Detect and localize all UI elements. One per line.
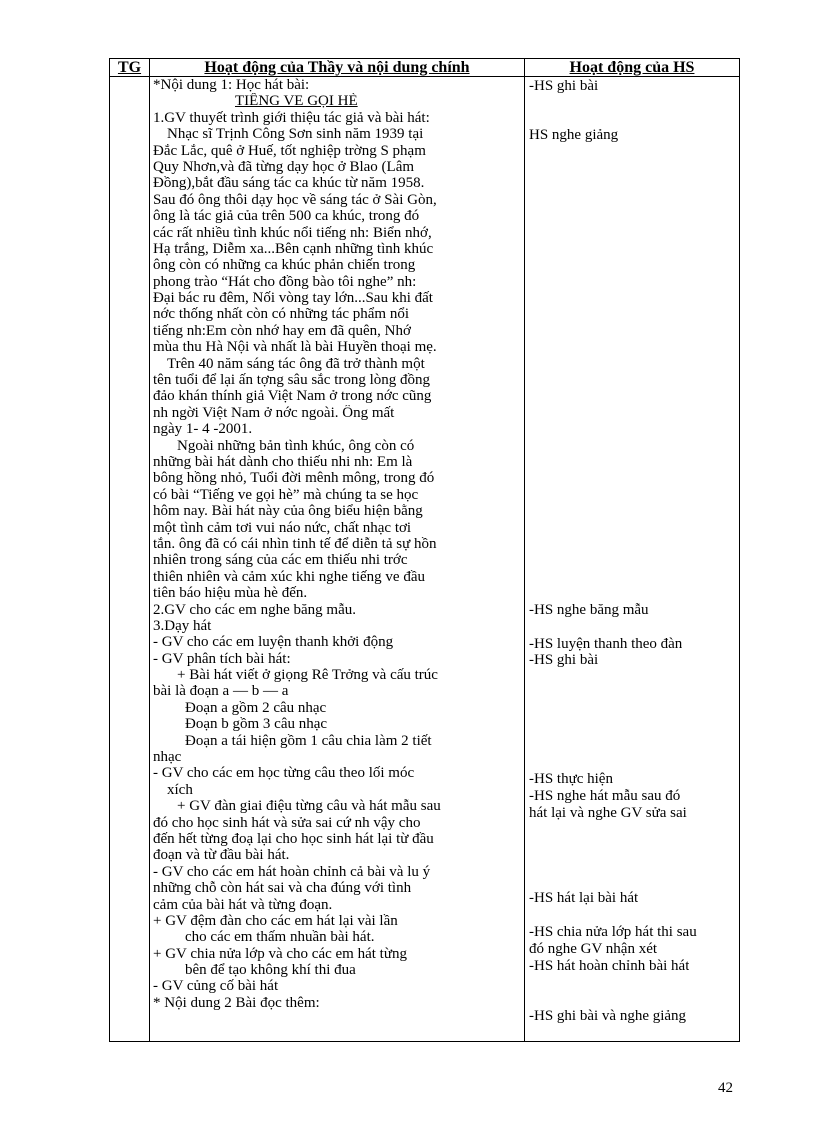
teacher-line: 1.GV thuyết trình giới thiệu tác giả và bài hát: — [153, 109, 430, 126]
teacher-line: một tình cảm tơi vui náo nức, chất nhạc tơi — [153, 519, 412, 536]
teacher-line: có bài “Tiếng ve gọi hè” mà chúng ta se học — [153, 486, 419, 503]
teacher-line: bên để tạo không khí thi đua — [185, 962, 356, 979]
student-line: -HS hát hoàn chỉnh bài hát — [529, 958, 690, 974]
teacher-line: 3.Dạy hát — [153, 617, 212, 634]
teacher-line: Đắc Lắc, quê ở Huế, tốt nghiệp trờng S phạm — [153, 142, 426, 159]
teacher-line: ngày 1- 4 -2001. — [153, 421, 253, 438]
student-line: hát lại và nghe GV sửa sai — [529, 805, 687, 821]
teacher-line: tên tuổi để lại ấn tợng sâu sắc trong lòng đồng — [153, 372, 431, 389]
teacher-line: cảm của bài hát và từng đoạn. — [153, 896, 333, 913]
teacher-line: những bài hát dành cho thiếu nhi nh: Em là — [153, 453, 413, 470]
tg-cell — [110, 77, 150, 1042]
teacher-line: + Bài hát viết ở giọng Rê Trởng và cấu trúc — [177, 667, 438, 684]
teacher-line: cho các em thấm nhuần bài hát. — [185, 929, 375, 946]
header-tg: TG — [110, 59, 150, 77]
teacher-line: đảo khán thính giả Việt Nam ở trong nớc cũng — [153, 388, 432, 405]
teacher-line: tiếng nh:Em còn nhớ hay em đã quên, Nhớ — [153, 322, 411, 339]
header-row — [110, 59, 740, 77]
teacher-line: Quy Nhơn,và đã từng dạy học ở Blao (Lâm — [153, 158, 415, 175]
page-number: 42 — [718, 1080, 733, 1096]
teacher-line: tiên báo hiệu mùa hè đến. — [153, 585, 308, 602]
student-cell — [525, 77, 740, 1042]
teacher-line: + GV đàn giai điệu từng câu và hát mẫu sau — [177, 798, 441, 815]
teacher-line: phong trào “Hát cho đồng bào tôi nghe” nh: — [153, 273, 417, 290]
teacher-line: tắn. ông đã có cái nhìn tinh tế để diễn tả sự hồn — [153, 535, 437, 552]
teacher-line: những chỗ còn hát sai và cha đúng với tình — [153, 880, 412, 897]
teacher-line: bài là đoạn a — b — a — [153, 683, 289, 700]
teacher-line: Đồng),bắt đầu sáng tác ca khúc từ năm 1958. — [153, 175, 425, 192]
teacher-line: Đoạn b gồm 3 câu nhạc — [185, 716, 328, 733]
student-line: -HS chia nửa lớp hát thi sau — [529, 924, 697, 940]
teacher-line: - GV cho các em luyện thanh khởi động — [153, 634, 394, 651]
teacher-line: xích — [167, 781, 193, 798]
student-line: -HS ghi bài — [529, 78, 599, 94]
teacher-line: Đoạn a tái hiện gồm 1 câu chia làm 2 tiết — [185, 732, 432, 749]
header-student-activity: Hoạt động của HS — [525, 59, 740, 77]
teacher-cell — [150, 77, 525, 1042]
student-line: đó nghe GV nhận xét — [529, 941, 658, 957]
teacher-line: Sau đó ông thôi dạy học về sáng tác ở Sài Gòn, — [153, 191, 437, 208]
teacher-line: Hạ trắng, Diễm xa...Bên cạnh những tình khúc — [153, 240, 434, 257]
teacher-line: - GV phân tích bài hát: — [153, 650, 291, 667]
lesson-table — [109, 58, 740, 1042]
teacher-line: hôm nay. Bài hát này của ông biểu hiện bằng — [153, 503, 423, 520]
song-title: TIẾNG VE GỌI HÈ — [235, 93, 358, 110]
teacher-line: * Nội dung 2 Bài đọc thêm: — [153, 994, 320, 1011]
student-line: -HS hát lại bài hát — [529, 890, 639, 906]
student-line: -HS ghi bài — [529, 652, 599, 668]
teacher-line: các rất nhiều tình khúc nổi tiếng nh: Biển nhớ, — [153, 224, 432, 241]
teacher-line: nhạc — [153, 749, 182, 766]
teacher-line: đoạn và từ đầu bài hát. — [153, 847, 290, 864]
teacher-line: - GV cho các em hát hoàn chỉnh cả bài và lu ý — [153, 863, 431, 880]
student-line: -HS nghe hát mẫu sau đó — [529, 788, 681, 804]
student-line: HS nghe giảng — [529, 127, 619, 143]
student-line: -HS nghe băng mẫu — [529, 602, 649, 618]
student-line: -HS luyện thanh theo đàn — [529, 636, 683, 652]
teacher-line: nớc thống nhất còn có những tác phẩm nổi — [153, 306, 410, 323]
teacher-line: Đại bác ru đêm, Nối vòng tay lớn...Sau khi đất — [153, 290, 433, 307]
teacher-line: *Nội dung 1: Học hát bài: — [153, 77, 310, 93]
teacher-line: 2.GV cho các em nghe băng mẫu. — [153, 601, 356, 618]
teacher-line: đến hết từng đoạ lại cho học sinh hát lại từ đầu — [153, 830, 434, 847]
teacher-line: - GV củng cố bài hát — [153, 978, 279, 995]
teacher-line — [153, 1011, 521, 1027]
teacher-line: thiên nhiên và cảm xúc khi nghe tiếng ve đầu — [153, 568, 425, 585]
teacher-line: Nhạc sĩ Trịnh Công Sơn sinh năm 1939 tại — [167, 126, 424, 143]
teacher-line: ông là tác giả của trên 500 ca khúc, trong đó — [153, 208, 420, 225]
teacher-line: mùa thu Hà Nội và nhất là bài Huyền thoại mẹ. — [153, 339, 437, 356]
teacher-line: + GV chia nửa lớp và cho các em hát từng — [153, 945, 407, 962]
teacher-line: nh ngời Việt Nam ở nớc ngoài. Ông mất — [153, 404, 395, 421]
teacher-line: - GV cho các em học từng câu theo lối móc — [153, 765, 415, 782]
header-teacher-activity: Hoạt động của Thầy và nội dung chính — [150, 59, 525, 77]
teacher-line: Đoạn a gồm 2 câu nhạc — [185, 699, 327, 716]
student-line: -HS thực hiện — [529, 771, 613, 787]
teacher-line: bông hồng nhỏ, Tuổi đời mênh mông, trong đó — [153, 470, 435, 487]
teacher-line: Ngoài những bản tình khúc, ông còn có — [177, 437, 415, 454]
content-row — [110, 77, 740, 1042]
student-line: -HS ghi bài và nghe giảng — [529, 1008, 687, 1024]
teacher-line: + GV đệm đàn cho các em hát lại vài lần — [153, 912, 398, 929]
teacher-line: Trên 40 năm sáng tác ông đã trở thành một — [167, 355, 425, 372]
teacher-line: ông còn có những ca khúc phản chiến trong — [153, 257, 416, 274]
teacher-line: đó cho học sinh hát và sửa sai cứ nh vậy cho — [153, 814, 421, 831]
teacher-line: nhiên trong sáng của các em thiếu nhi trớc — [153, 552, 408, 569]
